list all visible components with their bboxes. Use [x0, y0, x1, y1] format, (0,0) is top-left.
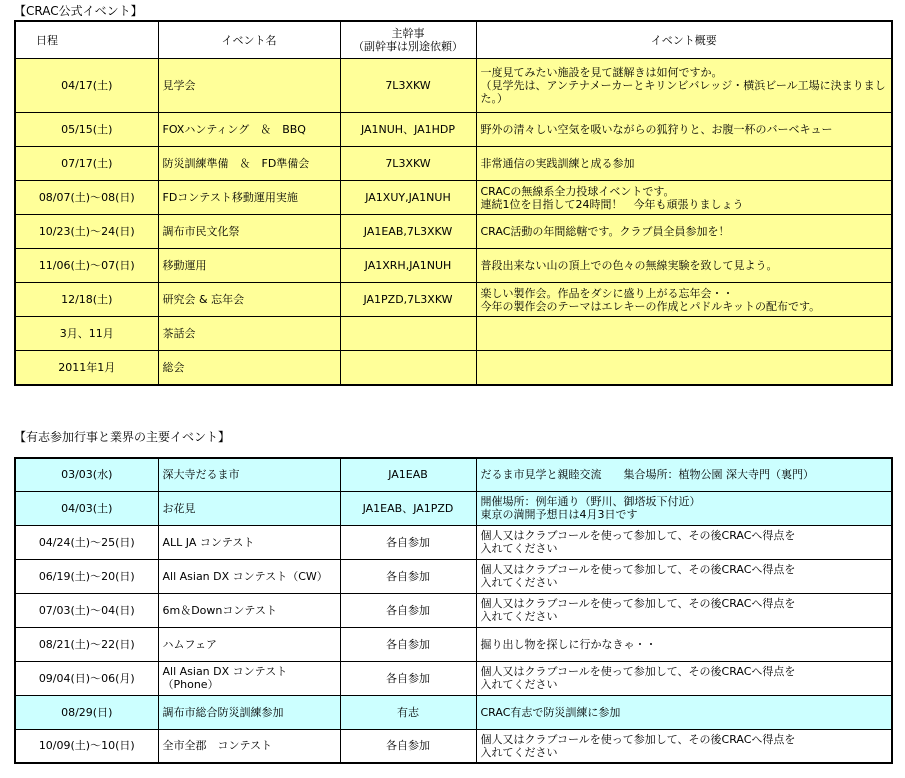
event-summary-line: 入れてください	[480, 576, 558, 589]
event-summary-line: 非常通信の実践訓練と成る参加	[480, 157, 635, 170]
event-name	[158, 113, 340, 147]
table-row	[15, 113, 892, 147]
event-name-line: お花見	[162, 501, 196, 515]
event-summary-line: 東京の満開予想日は4月3日です	[480, 508, 638, 521]
event-summary-line: 野外の清々しい空気を吸いながらの狐狩りと、お腹一杯のバーベキュー	[480, 123, 833, 136]
event-summary-line: 一度見てみたい施設を見て謎解きは如何ですか。	[480, 66, 723, 79]
table-row	[15, 147, 892, 181]
event-name	[158, 525, 340, 559]
event-summary	[476, 283, 892, 317]
header-summary: イベント概要	[476, 21, 892, 59]
event-name	[158, 181, 340, 215]
event-summary-line: CRAC活動の年間総轄です。クラブ員全員参加を！	[480, 225, 730, 238]
event-name	[158, 351, 340, 385]
event-summary	[476, 351, 892, 385]
event-name-line: FOXハンティング ＆ BBQ	[162, 123, 306, 136]
event-date	[15, 181, 158, 215]
event-host	[340, 249, 476, 283]
event-date-line: 08/21(土)～22(日)	[38, 637, 135, 651]
event-summary	[476, 458, 892, 491]
event-date	[15, 491, 158, 525]
event-summary-line: CRACの無線系全力投球イベントです。	[480, 184, 675, 198]
event-name	[158, 317, 340, 351]
table-row	[15, 283, 892, 317]
table-row	[15, 215, 892, 249]
event-date	[15, 661, 158, 695]
event-host	[340, 491, 476, 525]
event-summary	[476, 593, 892, 627]
event-host-line: JA1NUH、JA1HDP	[360, 123, 456, 136]
event-summary	[476, 661, 892, 695]
header-host	[340, 21, 476, 59]
event-name	[158, 283, 340, 317]
table-row	[15, 249, 892, 283]
event-host-line: 有志	[397, 705, 419, 719]
event-name	[158, 695, 340, 729]
event-summary	[476, 59, 892, 113]
event-summary	[476, 215, 892, 249]
event-summary-line: （見学先は、アンテナメーカーとキリンビバレッジ・横浜ビール工場に決まりました。）	[480, 79, 886, 105]
event-summary-line: 楽しい製作会。作品をダシに盛り上がる忘年会・・	[480, 286, 734, 300]
event-host	[340, 59, 476, 113]
event-summary-line: 個人又はクラブコールを使って参加して、その後CRACへ得点を	[480, 597, 796, 610]
event-date-line: 07/03(土)～04(日)	[38, 603, 135, 617]
event-summary	[476, 491, 892, 525]
header-date: 日程	[15, 21, 158, 59]
event-summary-line: 連続1位を目指して24時間！ 今年も頑張りましょう	[480, 197, 744, 211]
table-row	[15, 458, 892, 491]
event-host-line: JA1PZD,7L3XKW	[363, 293, 453, 306]
event-host-line: 各自参加	[386, 535, 430, 549]
event-date-line: 08/29(日)	[61, 705, 113, 719]
event-host-line: JA1EAB、JA1PZD	[362, 501, 454, 515]
event-name	[158, 458, 340, 491]
event-name	[158, 661, 340, 695]
table-row	[15, 593, 892, 627]
event-name-line: 全市全郡 コンテスト	[162, 739, 273, 753]
event-host	[340, 661, 476, 695]
event-name-line: 総会	[162, 360, 185, 374]
event-date-line: 08/07(土)～08(日)	[38, 191, 135, 204]
event-summary	[476, 249, 892, 283]
event-name-line: FDコンテスト移動運用実施	[162, 191, 298, 204]
event-host	[340, 695, 476, 729]
event-host	[340, 317, 476, 351]
event-host	[340, 593, 476, 627]
event-summary	[476, 181, 892, 215]
event-date-line: 3月、11月	[59, 327, 114, 340]
table-header-row	[15, 21, 892, 59]
event-host-line: JA1XRH,JA1NUH	[364, 259, 452, 272]
event-date	[15, 351, 158, 385]
event-summary	[476, 559, 892, 593]
event-summary-line: 普段出来ない山の頂上での色々の無線実験を致して見よう。	[480, 259, 778, 272]
table-row	[15, 695, 892, 729]
table-row	[15, 559, 892, 593]
table-row	[15, 59, 892, 113]
event-date-line: 07/17(土)	[61, 157, 113, 170]
event-date-line: 09/04(日)～06(月)	[38, 671, 135, 685]
event-host	[340, 729, 476, 763]
event-host-line: 各自参加	[386, 603, 430, 617]
event-name	[158, 249, 340, 283]
event-summary	[476, 525, 892, 559]
event-summary	[476, 147, 892, 181]
event-name	[158, 729, 340, 763]
event-name-line: 調布市民文化祭	[162, 225, 240, 238]
event-summary-line: 入れてください	[480, 610, 558, 623]
event-date	[15, 317, 158, 351]
event-date-line: 05/15(土)	[61, 123, 113, 136]
event-host-line: 7L3XKW	[385, 79, 431, 92]
event-host	[340, 525, 476, 559]
official-events-table	[14, 20, 893, 386]
event-name-line: 研究会 & 忘年会	[162, 293, 245, 306]
event-date	[15, 593, 158, 627]
event-name	[158, 215, 340, 249]
event-summary-line: 入れてください	[480, 745, 558, 759]
event-host-line: 各自参加	[386, 671, 430, 685]
event-host	[340, 559, 476, 593]
event-summary-line: 掘り出し物を探しに行かなきゃ・・	[480, 637, 657, 651]
event-summary-line: CRAC有志で防災訓練に参加	[480, 705, 621, 719]
event-host	[340, 113, 476, 147]
event-date	[15, 283, 158, 317]
table-row	[15, 627, 892, 661]
event-date	[15, 215, 158, 249]
event-date	[15, 147, 158, 181]
event-summary-line: だるま市見学と親睦交流 集合場所：植物公園 深大寺門（裏門）	[480, 468, 814, 482]
table-row	[15, 317, 892, 351]
event-date	[15, 627, 158, 661]
event-summary-line: 個人又はクラブコールを使って参加して、その後CRACへ得点を	[480, 732, 796, 746]
event-host	[340, 627, 476, 661]
event-name-line: All Asian DX コンテスト（CW）	[162, 569, 328, 583]
event-host-line: JA1XUY,JA1NUH	[365, 191, 451, 204]
event-name-line: 防災訓練準備 ＆ FD準備会	[162, 157, 310, 170]
event-date	[15, 59, 158, 113]
event-name-line: 茶話会	[162, 327, 196, 340]
event-date-line: 06/19(土)～20(日)	[38, 569, 135, 583]
event-summary	[476, 729, 892, 763]
table-row	[15, 729, 892, 763]
event-date-line: 2011年1月	[58, 360, 116, 374]
event-date-line: 04/03(土)	[61, 501, 113, 515]
event-host	[340, 283, 476, 317]
event-name	[158, 491, 340, 525]
event-host	[340, 215, 476, 249]
event-summary	[476, 695, 892, 729]
event-name	[158, 59, 340, 113]
event-host-line: JA1EAB	[388, 468, 428, 482]
event-summary	[476, 113, 892, 147]
event-date-line: 10/23(土)～24(日)	[38, 225, 135, 238]
event-host	[340, 147, 476, 181]
event-host-line: 各自参加	[386, 569, 430, 583]
event-name-line: 調布市総合防災訓練参加	[162, 705, 284, 719]
event-name-line: 深大寺だるま市	[162, 468, 240, 482]
event-summary-line: 入れてください	[480, 542, 558, 555]
event-date	[15, 695, 158, 729]
event-summary-line: 個人又はクラブコールを使って参加して、その後CRACへ得点を	[480, 665, 796, 678]
event-date-line: 03/03(水)	[61, 468, 113, 482]
table-row	[15, 181, 892, 215]
event-name-line: 見学会	[162, 79, 196, 92]
event-name-line: All Asian DX コンテスト（Phone）	[162, 665, 288, 691]
event-date	[15, 113, 158, 147]
event-name-line: 移動運用	[162, 259, 207, 272]
event-host	[340, 351, 476, 385]
table-row	[15, 351, 892, 385]
event-host	[340, 181, 476, 215]
event-host-line: 7L3XKW	[385, 157, 431, 170]
event-date	[15, 458, 158, 491]
section2-title: 【有志参加行事と業界の主要イベント】	[14, 430, 231, 444]
event-date-line: 04/17(土)	[61, 79, 113, 92]
header-name: イベント名	[158, 21, 340, 59]
event-name-line: 6m＆Downコンテスト	[162, 603, 277, 617]
header-host-note: （副幹事は別途依頼）	[353, 40, 463, 53]
event-summary-line: 開催場所：例年通り（野川、御塔坂下付近）	[480, 495, 701, 508]
event-host-line: 各自参加	[386, 739, 430, 753]
event-name	[158, 593, 340, 627]
event-summary-line: 入れてください	[480, 678, 558, 691]
event-summary-line: 個人又はクラブコールを使って参加して、その後CRACへ得点を	[480, 529, 796, 542]
event-name	[158, 559, 340, 593]
event-name	[158, 147, 340, 181]
event-date	[15, 729, 158, 763]
event-date	[15, 525, 158, 559]
event-name-line: ALL JA コンテスト	[162, 535, 255, 549]
event-date-line: 04/24(土)～25(日)	[38, 535, 135, 549]
event-date	[15, 249, 158, 283]
event-name-line: ハムフェア	[162, 637, 217, 651]
event-date-line: 10/09(土)～10(日)	[38, 739, 135, 753]
event-host	[340, 458, 476, 491]
section1-title: 【CRAC公式イベント】	[14, 4, 143, 18]
volunteer-events-table	[14, 457, 893, 764]
table-row	[15, 661, 892, 695]
event-summary	[476, 317, 892, 351]
event-summary-line: 個人又はクラブコールを使って参加して、その後CRACへ得点を	[480, 563, 796, 576]
event-date-line: 12/18(土)	[61, 293, 113, 306]
header-host-label: 主幹事	[391, 27, 425, 40]
event-summary-line: 今年の製作会のテーマはエレキーの作成とパドルキットの配布です。	[480, 299, 821, 313]
event-host-line: 各自参加	[386, 637, 430, 651]
event-date-line: 11/06(土)～07(日)	[38, 259, 135, 272]
event-summary	[476, 627, 892, 661]
event-date	[15, 559, 158, 593]
table-row	[15, 491, 892, 525]
event-host-line: JA1EAB,7L3XKW	[363, 225, 453, 238]
event-name	[158, 627, 340, 661]
table-row	[15, 525, 892, 559]
